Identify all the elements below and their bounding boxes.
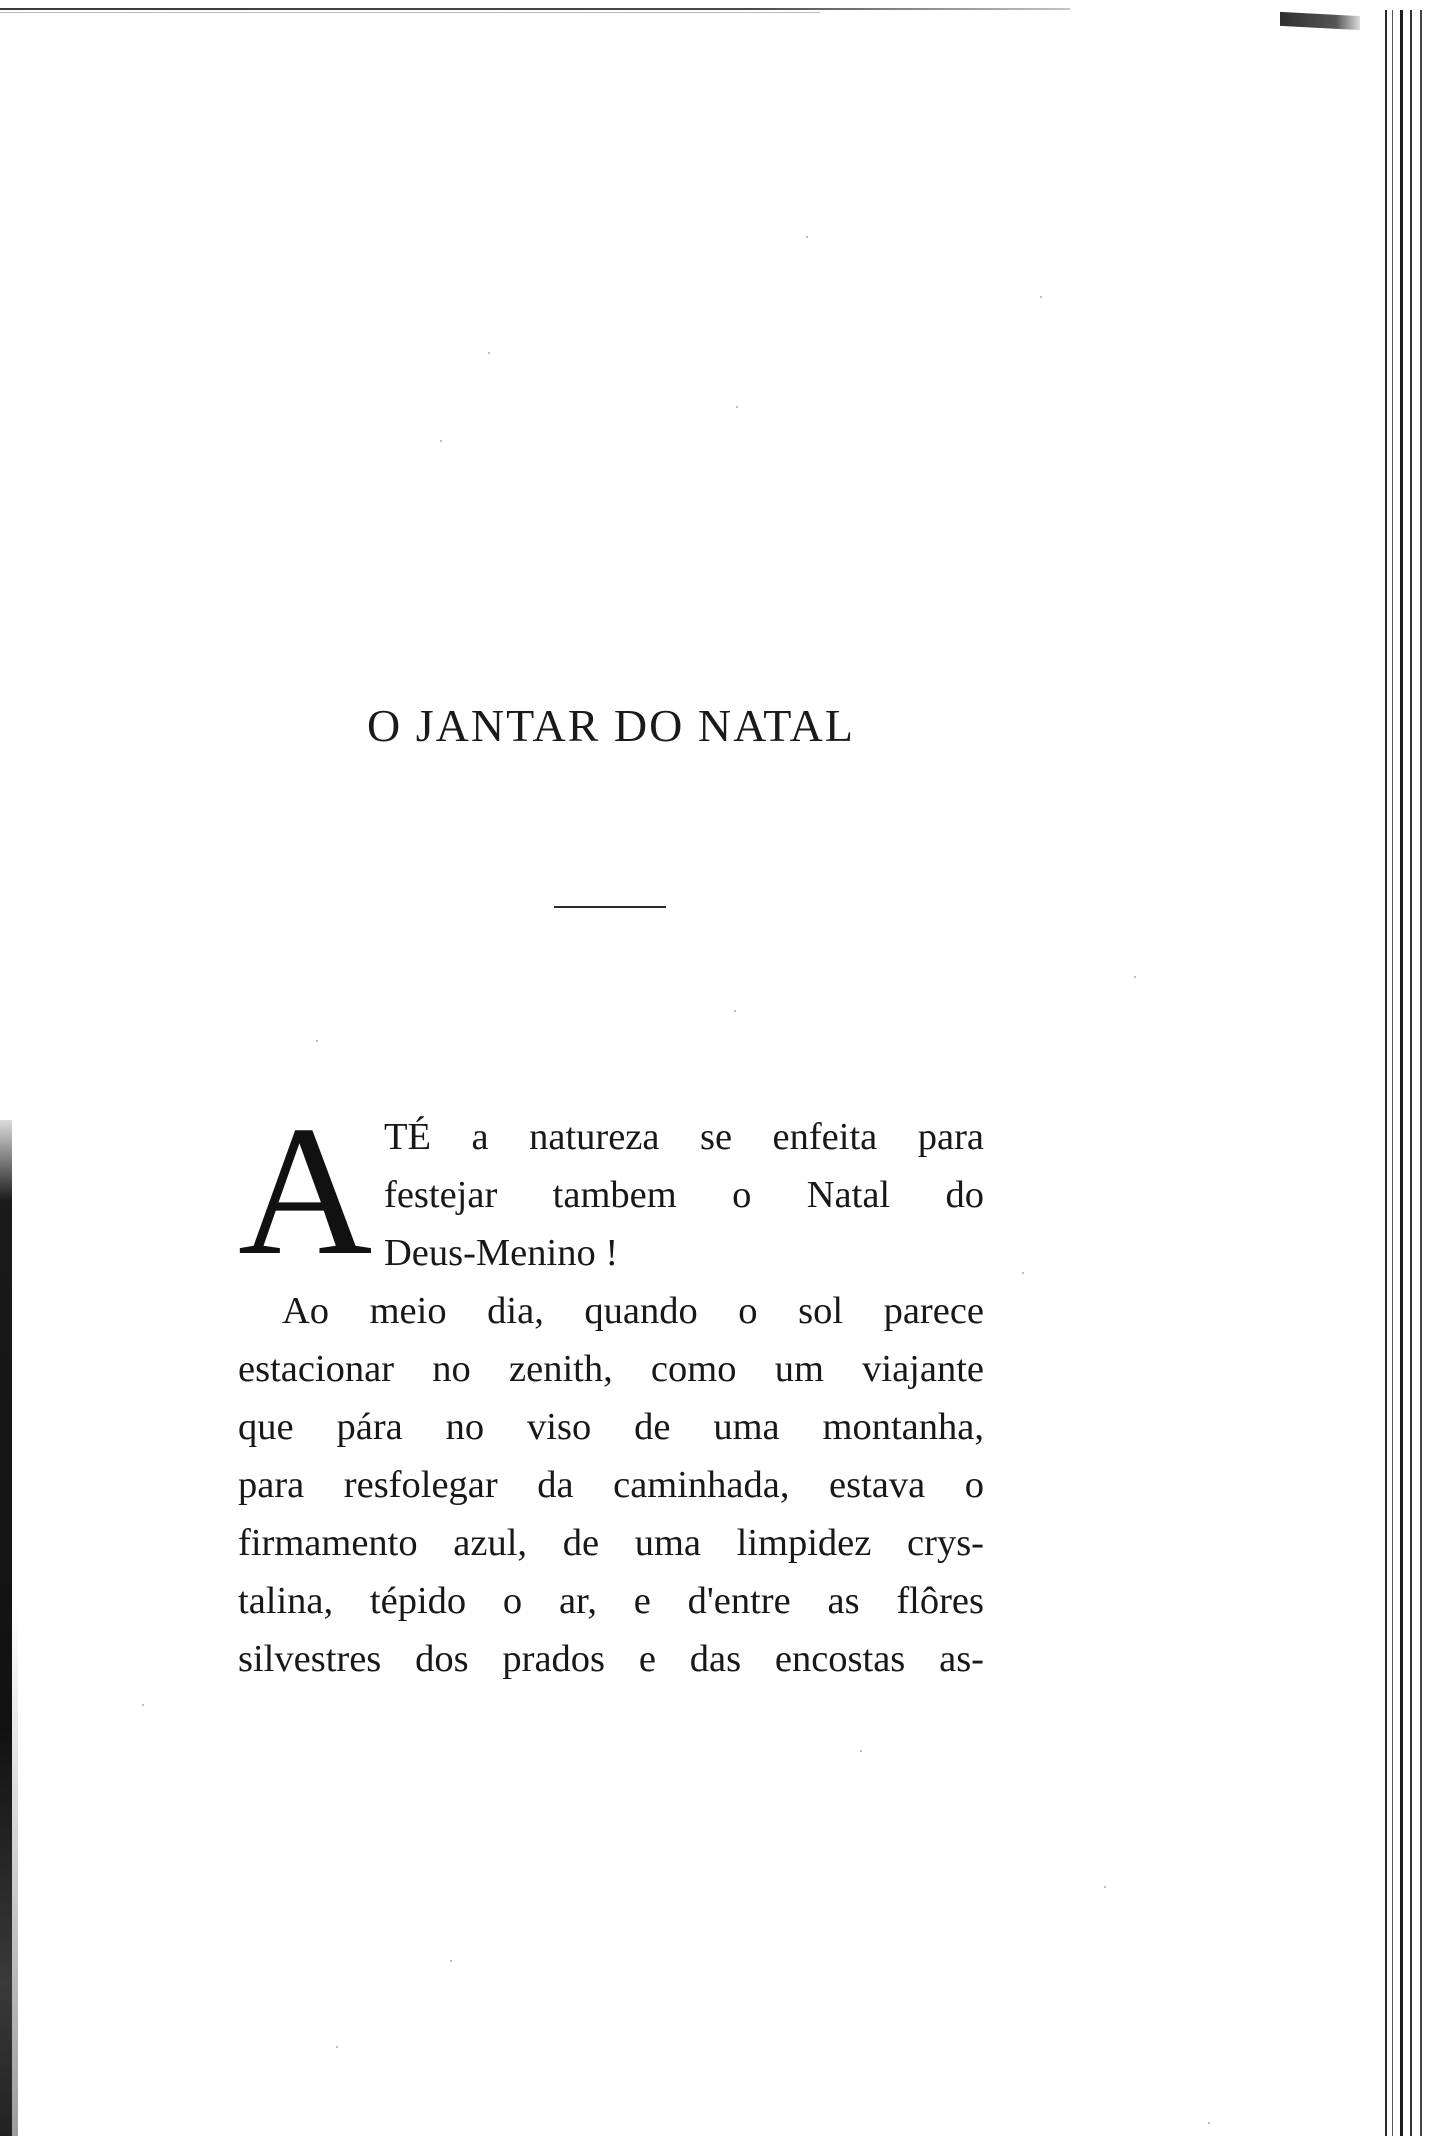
scan-left-page-edge (0, 1120, 12, 2136)
scan-right-page-edge (1400, 10, 1403, 2136)
chapter-title: O JANTAR DO NATAL (367, 700, 855, 751)
text-line: TÉ a natureza se enfeita para (384, 1116, 984, 1158)
scan-right-page-edge (1392, 10, 1393, 2136)
scan-top-rule-secondary (0, 12, 820, 13)
scan-top-rule (0, 8, 1070, 10)
text-line: Deus-Menino ! (384, 1232, 619, 1274)
title-divider (554, 906, 666, 908)
text-line: que pára no viso de uma montanha, (238, 1406, 984, 1448)
scan-corner-smudge (1280, 12, 1360, 30)
text-line: Ao meio dia, quando o sol parece (282, 1290, 984, 1332)
body-text (238, 1108, 984, 1688)
scan-right-page-edge (1410, 10, 1412, 2136)
scan-right-page-edge (1420, 10, 1422, 2136)
scan-left-page-edge-shadow (12, 1600, 18, 2136)
text-line: silvestres dos prados e das encostas as- (238, 1638, 984, 1680)
scan-right-page-edge (1385, 10, 1387, 2136)
text-line: festejar tambem o Natal do (384, 1174, 984, 1216)
text-line: para resfolegar da caminhada, estava o (238, 1464, 984, 1506)
drop-cap: A (238, 1108, 373, 1282)
text-line: talina, tépido o ar, e d'entre as flôres (238, 1580, 984, 1622)
second-paragraph (238, 1282, 984, 1688)
text-line: firmamento azul, de uma limpidez crys- (238, 1522, 984, 1564)
first-paragraph (238, 1108, 984, 1282)
text-line: estacionar no zenith, como um viajante (238, 1348, 984, 1390)
